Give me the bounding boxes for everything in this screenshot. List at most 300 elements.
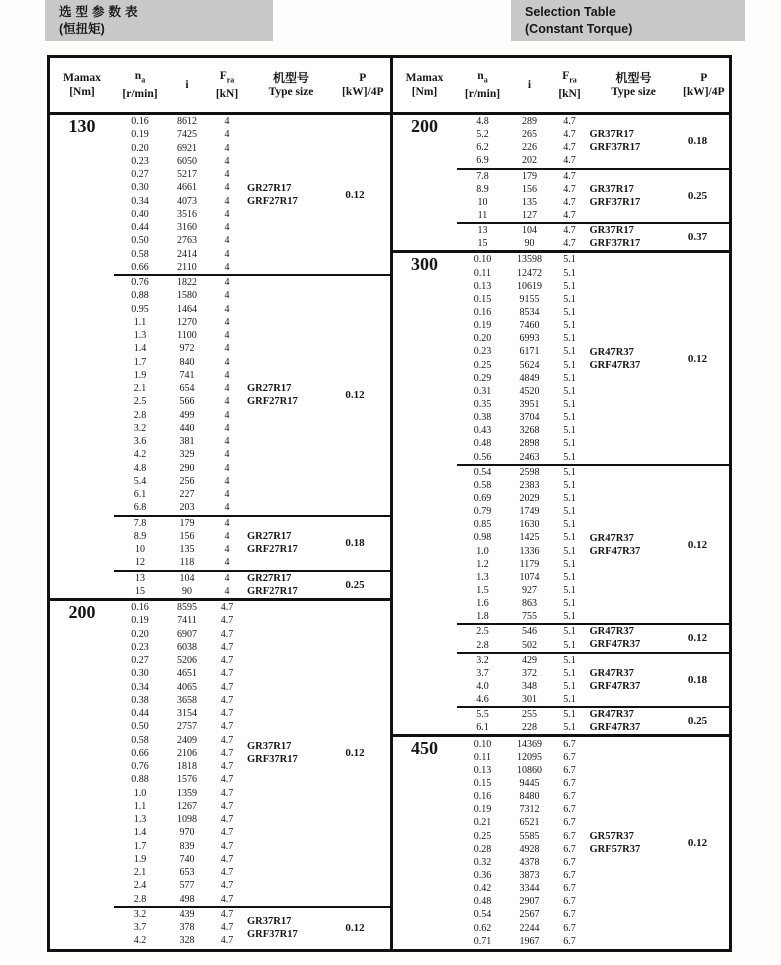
na-cell: 5.5 [476, 709, 489, 721]
na-cell: 0.19 [473, 320, 492, 332]
na-cell: 0.13 [473, 764, 492, 776]
header-i: i [185, 79, 189, 91]
table-body-right [393, 115, 730, 949]
table-row [457, 479, 730, 492]
i-cell: 4849 [519, 372, 540, 384]
fra-cell: 4 [224, 475, 230, 487]
fra-cell: 4 [224, 396, 230, 408]
i-cell: 654 [179, 383, 195, 395]
i-cell: 2106 [177, 747, 197, 759]
fra-cell: 5.1 [563, 584, 576, 596]
fra-cell: 4.7 [563, 155, 576, 167]
table-row [457, 424, 730, 437]
selection-table-left-half [50, 58, 390, 949]
fra-cell: 5.1 [563, 385, 576, 397]
fra-cell: 5.1 [563, 680, 576, 692]
i-cell: 289 [522, 116, 537, 128]
header-fra: $F_{ra}$ [kN] [215, 69, 239, 101]
ratio-group [457, 222, 730, 250]
i-cell: 10619 [517, 280, 542, 292]
mamax-section [393, 250, 730, 734]
i-cell: 1425 [519, 532, 540, 544]
na-cell: 0.88 [131, 774, 149, 786]
i-cell: 1098 [177, 814, 197, 826]
na-cell: 0.54 [473, 466, 492, 478]
na-cell: 0.15 [473, 293, 492, 305]
i-cell: 203 [179, 502, 195, 514]
na-cell: 6.9 [476, 155, 489, 167]
i-cell: 4378 [519, 856, 540, 868]
header-power: P [kW]/4P [682, 72, 725, 98]
na-cell: 0.34 [131, 195, 149, 207]
table-row [114, 422, 390, 435]
i-cell: 12095 [517, 751, 542, 763]
table-row [114, 488, 390, 501]
table-row [457, 764, 730, 777]
i-cell: 7460 [519, 320, 540, 332]
title-box-english [511, 0, 745, 41]
section-groups [457, 253, 730, 734]
ratio-group [457, 737, 730, 947]
title-chinese-line1: 选型参数表 [59, 5, 142, 19]
table-row [114, 628, 390, 641]
fra-cell: 5.1 [563, 466, 576, 478]
fra-cell: 4 [224, 530, 230, 542]
type-size-label: GR37R17 GRF37R17 [589, 183, 641, 208]
mamax-section [393, 115, 730, 250]
i-cell: 6921 [177, 142, 197, 154]
table-row [114, 501, 390, 514]
i-cell: 3704 [519, 412, 540, 424]
fra-cell: 5.1 [563, 333, 576, 345]
i-cell: 127 [522, 210, 537, 222]
table-row [114, 866, 390, 879]
i-cell: 328 [179, 935, 195, 947]
table-row [457, 610, 730, 623]
fra-cell: 4 [224, 330, 230, 342]
fra-cell: 4 [224, 557, 230, 569]
i-cell: 2414 [177, 248, 197, 260]
table-row [114, 261, 390, 274]
i-cell: 2567 [519, 909, 540, 921]
i-cell: 1580 [177, 290, 197, 302]
table-row [457, 293, 730, 306]
na-cell: 0.15 [473, 777, 492, 789]
fra-cell: 6.7 [563, 764, 576, 776]
fra-cell: 5.1 [563, 359, 576, 371]
power-label: 0.25 [345, 578, 365, 591]
fra-cell: 4 [224, 449, 230, 461]
table-row [114, 128, 390, 141]
na-cell: 7.8 [476, 170, 489, 182]
header-mamax: Mamax [Nm] [63, 72, 101, 98]
na-cell: 0.25 [473, 359, 492, 371]
table-row [114, 893, 390, 906]
table-row [114, 303, 390, 316]
na-cell: 0.27 [131, 655, 149, 667]
na-cell: 2.8 [133, 409, 147, 421]
na-cell: 0.79 [473, 506, 492, 518]
table-row [457, 584, 730, 597]
fra-cell: 4 [224, 129, 230, 141]
power-label: 0.12 [687, 538, 708, 551]
i-cell: 2763 [177, 235, 197, 247]
i-cell: 5217 [177, 169, 197, 181]
fra-cell: 4.7 [220, 761, 234, 773]
i-cell: 970 [179, 827, 195, 839]
table-row [114, 248, 390, 261]
fra-cell: 4 [224, 383, 230, 395]
na-cell: 13 [477, 225, 488, 237]
fra-cell: 4.7 [220, 908, 234, 920]
fra-cell: 4.7 [220, 935, 234, 947]
i-cell: 1630 [519, 519, 540, 531]
header-type-size: 机型号 Type size [611, 71, 656, 98]
table-row [114, 641, 390, 654]
ratio-group [114, 274, 390, 515]
na-cell: 1.2 [476, 558, 489, 570]
i-cell: 6521 [519, 817, 540, 829]
fra-cell: 4.7 [563, 238, 576, 250]
fra-cell: 4 [224, 369, 230, 381]
ratio-group [114, 906, 390, 948]
na-cell: 0.50 [131, 235, 149, 247]
selection-table-right-half [390, 58, 730, 949]
i-cell: 2898 [519, 438, 540, 450]
na-cell: 0.21 [473, 817, 492, 829]
na-cell: 0.11 [473, 267, 492, 279]
fra-cell: 5.1 [563, 667, 576, 679]
i-cell: 1100 [177, 330, 197, 342]
fra-cell: 4.7 [220, 893, 234, 905]
i-cell: 202 [522, 155, 537, 167]
table-row [114, 787, 390, 800]
na-cell: 0.16 [131, 116, 149, 128]
section-groups [114, 115, 390, 598]
i-cell: 2110 [177, 261, 197, 273]
na-cell: 0.56 [473, 451, 492, 463]
i-cell: 1270 [177, 316, 197, 328]
i-cell: 3268 [519, 425, 540, 437]
fra-cell: 4.7 [220, 880, 234, 892]
na-cell: 10 [135, 544, 145, 556]
na-cell: 0.95 [131, 303, 149, 315]
na-cell: 15 [477, 238, 488, 250]
fra-cell: 4.7 [220, 787, 234, 799]
fra-cell: 6.7 [563, 751, 576, 763]
table-row [114, 707, 390, 720]
table-row [457, 115, 730, 128]
table-row [114, 556, 390, 569]
i-cell: 1967 [519, 935, 540, 947]
fra-cell: 4.7 [220, 681, 234, 693]
i-cell: 4661 [177, 182, 197, 194]
table-row [457, 372, 730, 385]
fra-cell: 5.1 [563, 506, 576, 518]
table-row [457, 571, 730, 584]
fra-cell: 4 [224, 489, 230, 501]
i-cell: 2463 [519, 451, 540, 463]
header-na: $n_a$ [r/min] [464, 69, 501, 101]
na-cell: 4.0 [476, 680, 489, 692]
i-cell: 7312 [519, 804, 540, 816]
fra-cell: 5.1 [563, 493, 576, 504]
na-cell: 4.8 [133, 462, 147, 474]
fra-cell: 5.1 [563, 722, 576, 734]
na-cell: 6.8 [133, 502, 147, 514]
mamax-value: 130 [68, 116, 96, 136]
i-cell: 6907 [177, 628, 197, 640]
fra-cell: 4.7 [220, 602, 234, 614]
na-cell: 0.20 [473, 333, 492, 345]
na-cell: 0.88 [131, 290, 149, 302]
table-row [457, 908, 730, 921]
i-cell: 2029 [519, 493, 540, 504]
na-cell: 15 [135, 585, 145, 597]
na-cell: 0.20 [131, 628, 149, 640]
na-cell: 0.48 [473, 438, 492, 450]
i-cell: 4928 [519, 843, 540, 855]
fra-cell: 4 [224, 572, 230, 584]
fra-cell: 5.1 [563, 425, 576, 437]
na-cell: 0.19 [473, 804, 492, 816]
type-size-label: GR27R17 GRF27R17 [247, 383, 298, 408]
table-row [457, 411, 730, 424]
fra-cell: 5.1 [563, 451, 576, 463]
table-row [114, 208, 390, 221]
i-cell: 226 [522, 142, 537, 154]
i-cell: 9155 [519, 293, 540, 305]
fra-cell: 4 [224, 277, 230, 289]
table-row [114, 840, 390, 853]
na-cell: 2.1 [133, 867, 147, 879]
na-cell: 1.7 [133, 356, 147, 368]
i-cell: 256 [179, 475, 195, 487]
fra-cell: 4.7 [220, 867, 234, 879]
fra-cell: 4.7 [220, 668, 234, 680]
table-row [457, 895, 730, 908]
table-row [457, 777, 730, 790]
i-cell: 135 [179, 544, 195, 556]
table-row [457, 451, 730, 464]
na-cell: 0.38 [473, 412, 492, 424]
table-row [457, 154, 730, 167]
mamax-value: 300 [411, 254, 438, 275]
i-cell: 228 [522, 722, 537, 734]
fra-cell: 4 [224, 235, 230, 247]
fra-cell: 5.1 [563, 293, 576, 305]
fra-cell: 5.1 [563, 438, 576, 450]
na-cell: 3.2 [133, 422, 147, 434]
fra-cell: 4 [224, 356, 230, 368]
fra-cell: 4 [224, 208, 230, 220]
fra-cell: 4 [224, 222, 230, 234]
fra-cell: 6.7 [563, 896, 576, 908]
fra-cell: 4.7 [563, 210, 576, 222]
fra-cell: 4 [224, 343, 230, 355]
i-cell: 2383 [519, 479, 540, 491]
na-cell: 0.10 [473, 254, 492, 266]
i-cell: 1336 [519, 545, 540, 557]
na-cell: 0.27 [131, 169, 149, 181]
fra-cell: 5.1 [563, 558, 576, 570]
i-cell: 90 [524, 238, 535, 250]
na-cell: 13 [135, 572, 145, 584]
na-cell: 0.34 [131, 681, 149, 693]
ratio-group [114, 601, 390, 906]
fra-cell: 6.7 [563, 791, 576, 803]
na-cell: 0.38 [131, 694, 149, 706]
fra-cell: 6.7 [563, 883, 576, 895]
table-row [457, 267, 730, 280]
na-cell: 2.8 [476, 639, 489, 651]
i-cell: 653 [179, 867, 195, 879]
na-cell: 0.16 [473, 791, 492, 803]
fra-cell: 4 [224, 142, 230, 154]
fra-cell: 4.7 [220, 628, 234, 640]
i-cell: 4073 [177, 195, 197, 207]
table-row [114, 168, 390, 181]
i-cell: 2598 [519, 466, 540, 478]
fra-cell: 4 [224, 248, 230, 260]
i-cell: 429 [522, 654, 537, 666]
power-label: 0.25 [687, 189, 708, 202]
header-mamax: Mamax [Nm] [405, 72, 444, 98]
na-cell: 12 [135, 557, 145, 569]
na-cell: 0.32 [473, 856, 492, 868]
i-cell: 8612 [177, 116, 197, 128]
fra-cell: 4 [224, 195, 230, 207]
fra-cell: 6.7 [563, 843, 576, 855]
i-cell: 179 [522, 170, 537, 182]
fra-cell: 4.7 [220, 641, 234, 653]
fra-cell: 6.7 [563, 777, 576, 789]
na-cell: 1.4 [133, 343, 147, 355]
type-size-label: GR27R17 GRF27R17 [247, 182, 298, 207]
table-row [457, 737, 730, 750]
section-groups [114, 601, 390, 948]
fra-cell: 4 [224, 422, 230, 434]
ratio-group [457, 623, 730, 651]
na-cell: 0.58 [131, 734, 149, 746]
type-size-label: GR47R37 GRF47R37 [589, 532, 641, 557]
table-row [457, 693, 730, 706]
fra-cell: 4 [224, 316, 230, 328]
fra-cell: 6.7 [563, 935, 576, 947]
fra-cell: 5.1 [563, 254, 576, 266]
table-row [457, 306, 730, 319]
i-cell: 2907 [519, 896, 540, 908]
i-cell: 1359 [177, 787, 197, 799]
i-cell: 348 [522, 680, 537, 692]
title-box-chinese [45, 0, 273, 41]
type-size-label: GR27R17 GRF27R17 [247, 572, 298, 597]
ratio-group [457, 168, 730, 223]
na-cell: 0.50 [131, 721, 149, 733]
type-size-label: GR57R37 GRF57R37 [589, 830, 641, 855]
table-row [114, 826, 390, 839]
table-row [457, 558, 730, 571]
na-cell: 1.1 [133, 316, 147, 328]
table-row [114, 879, 390, 892]
na-cell: 3.7 [476, 667, 489, 679]
na-cell: 2.5 [476, 626, 489, 638]
i-cell: 378 [179, 922, 195, 934]
i-cell: 741 [179, 369, 195, 381]
i-cell: 6050 [177, 155, 197, 167]
table-row [457, 280, 730, 293]
ratio-group [114, 115, 390, 274]
fra-cell: 4.7 [220, 747, 234, 759]
table-row [114, 654, 390, 667]
i-cell: 372 [522, 667, 537, 679]
na-cell: 0.23 [473, 346, 492, 358]
table-row [457, 437, 730, 450]
fra-cell: 4.7 [220, 615, 234, 627]
table-row [457, 803, 730, 816]
na-cell: 1.6 [476, 598, 489, 610]
selection-table [47, 55, 732, 952]
i-cell: 6171 [519, 346, 540, 358]
na-cell: 6.2 [476, 142, 489, 154]
i-cell: 104 [522, 225, 537, 237]
fra-cell: 4 [224, 436, 230, 448]
i-cell: 118 [179, 557, 195, 569]
na-cell: 0.58 [131, 248, 149, 260]
fra-cell: 5.1 [563, 639, 576, 651]
fra-cell: 4.7 [220, 922, 234, 934]
table-row [114, 155, 390, 168]
i-cell: 440 [179, 422, 195, 434]
table-row [114, 800, 390, 813]
power-label: 0.25 [687, 715, 708, 728]
na-cell: 0.48 [473, 896, 492, 908]
fra-cell: 4 [224, 303, 230, 315]
i-cell: 6038 [177, 641, 197, 653]
i-cell: 290 [179, 462, 195, 474]
fra-cell: 4.7 [563, 225, 576, 237]
table-row [114, 601, 390, 614]
na-cell: 0.25 [473, 830, 492, 842]
i-cell: 179 [179, 517, 195, 529]
na-cell: 0.35 [473, 399, 492, 411]
fra-cell: 5.1 [563, 479, 576, 491]
mamax-value: 200 [411, 116, 438, 136]
fra-cell: 5.1 [563, 307, 576, 319]
na-cell: 0.23 [131, 641, 149, 653]
fra-cell: 5.1 [563, 320, 576, 332]
fra-cell: 6.7 [563, 830, 576, 842]
i-cell: 839 [179, 840, 195, 852]
type-size-label: GR47R37 GRF47R37 [589, 709, 641, 734]
table-row [114, 813, 390, 826]
na-cell: 1.9 [133, 369, 147, 381]
fra-cell: 4 [224, 169, 230, 181]
na-cell: 3.2 [476, 654, 489, 666]
i-cell: 498 [179, 893, 195, 905]
i-cell: 9445 [519, 777, 540, 789]
power-label: 0.12 [345, 389, 365, 402]
na-cell: 0.54 [473, 909, 492, 921]
fra-cell: 4.7 [220, 827, 234, 839]
table-row [457, 332, 730, 345]
na-cell: 1.3 [476, 571, 489, 583]
fra-cell: 5.1 [563, 709, 576, 721]
na-cell: 4.8 [476, 116, 489, 128]
i-cell: 3951 [519, 399, 540, 411]
table-row [457, 385, 730, 398]
i-cell: 502 [522, 639, 537, 651]
